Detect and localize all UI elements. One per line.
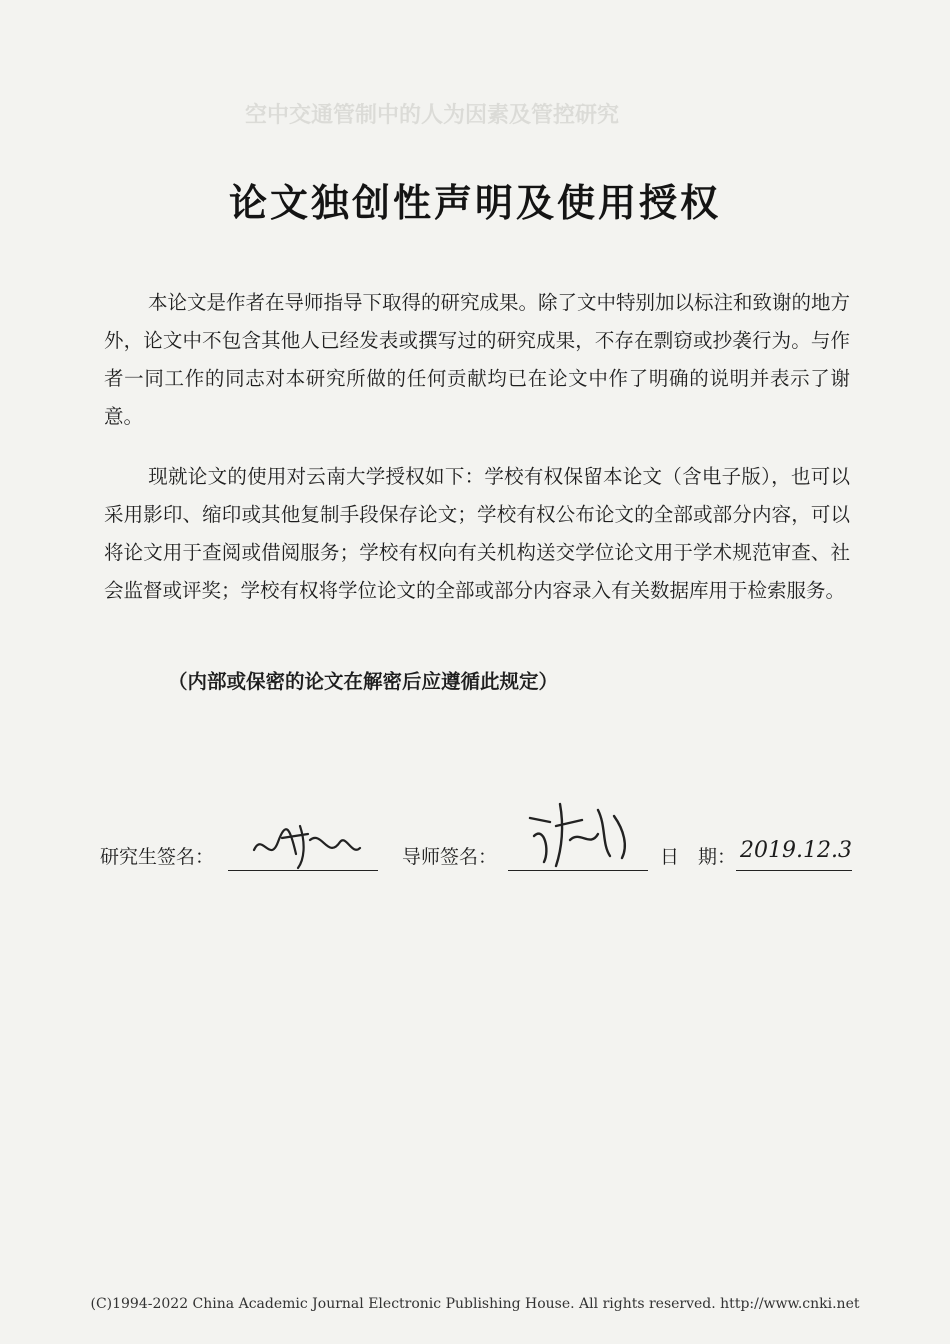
authorization-paragraph [104, 458, 850, 610]
declaration-paragraph [104, 284, 850, 436]
advisor-signature-label: 导师签名： [402, 846, 498, 868]
advisor-signature-scribble [520, 796, 640, 872]
date-value: 2019.12.3 [740, 838, 852, 863]
signature-row [100, 836, 860, 876]
student-signature-scribble [248, 820, 368, 874]
bleed-through-header: 空中交通管制中的人为因素及管控研究 [245, 103, 620, 128]
declaration-text: 本论文是作者在导师指导下取得的研究成果。除了文中特别加以标注和致谢的地方外，论文中不包含其他人已经发表或撰写过的研究成果，不存在剽窃或抄袭行为。与作者一同工作的同志对本研究所做的任何贡献均已在论文中作了明确的说明并表示了谢意。 [104, 291, 851, 428]
date-line [736, 870, 852, 871]
copyright-footer: (C)1994-2022 China Academic Journal Electronic Publishing House. All rights reserved. http://www.cnki.net [90, 1296, 860, 1312]
authorization-text: 现就论文的使用对云南大学授权如下：学校有权保留本论文（含电子版），也可以采用影印、缩印或其他复制手段保存论文；学校有权公布论文的全部或部分内容，可以将论文用于查阅或借阅服务；学校有权向有关机构送交学位论文用于学术规范审查、社会监督或评奖；学校有权将学位论文的全部或部分内容录入有关数据库用于检索服务。 [104, 465, 850, 602]
page-title: 论文独创性声明及使用授权 [228, 181, 721, 225]
student-signature-label: 研究生签名： [100, 846, 215, 868]
confidentiality-note: （内部或保密的论文在解密后应遵循此规定） [168, 670, 559, 693]
date-label: 日 期： [660, 846, 737, 868]
